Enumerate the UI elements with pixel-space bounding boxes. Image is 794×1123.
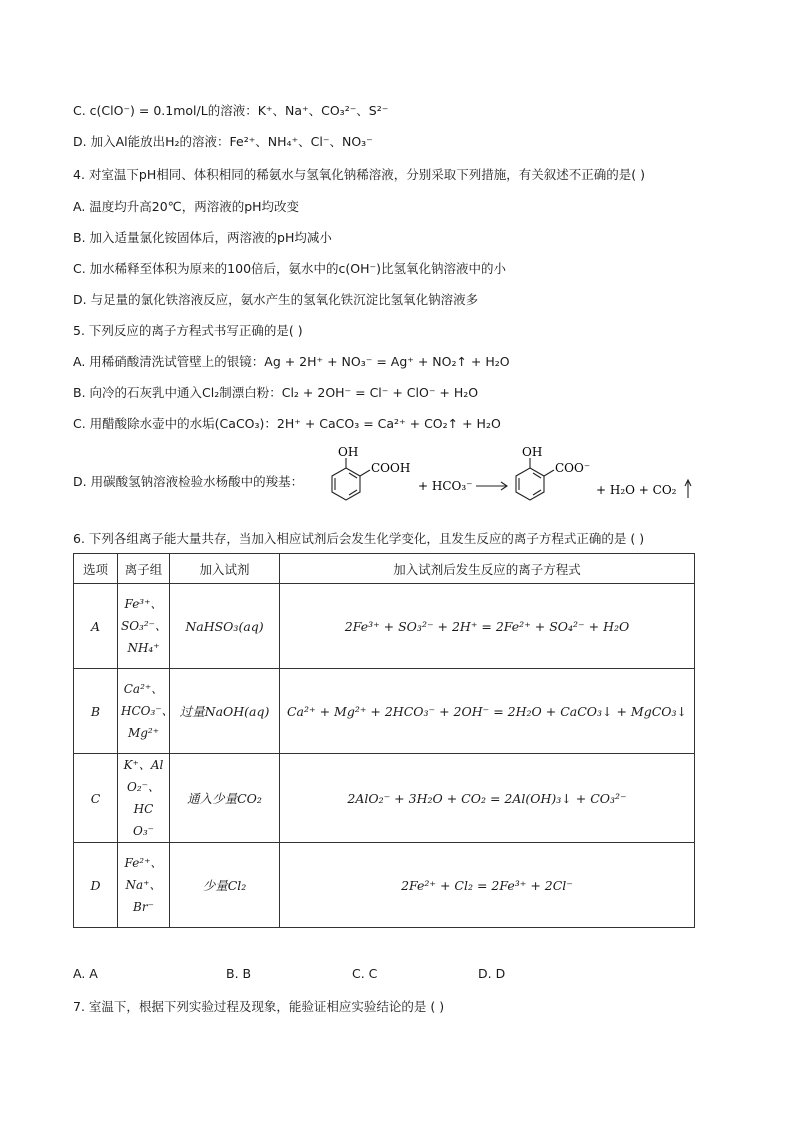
- row-option: C: [74, 754, 118, 843]
- q5-option-c: C. 用醋酸除水壶中的水垢(CaCO₃)：2H⁺ + CaCO₃ = Ca²⁺ + CO₂↑ + H₂O: [73, 416, 501, 431]
- table-header-row: [74, 554, 695, 584]
- row-ions: [118, 669, 174, 754]
- q6-answer-b: B. B: [226, 966, 252, 981]
- q5-option-b: B. 向冷的石灰乳中通入Cl₂制漂白粉：Cl₂ + 2OH⁻ = Cl⁻ + ClO⁻ + H₂O: [73, 385, 479, 400]
- carboxyl-label: COOH: [371, 461, 411, 475]
- q6-answer-c: C. C: [352, 966, 378, 981]
- ion-line: Na⁺、: [125, 878, 162, 892]
- question-6: 6. 下列各组离子能大量共存，当加入相应试剂后会发生化学变化，且发生反应的离子方程式正确的是 ( ): [73, 531, 645, 546]
- row-equation: 2Fe²⁺ + Cl₂ = 2Fe³⁺ + 2Cl⁻: [280, 843, 695, 928]
- reaction-arrow: [476, 482, 507, 490]
- bicarbonate-label: + HCO₃⁻: [418, 479, 473, 493]
- ion-line: O₂⁻、HC: [127, 780, 160, 816]
- row-reagent: 过量NaOH(aq): [170, 669, 280, 754]
- header-reagent: 加入试剂: [170, 554, 280, 584]
- ion-line: Ca²⁺、: [123, 682, 164, 696]
- salicylic-reaction-diagram: [318, 446, 696, 508]
- header-equation: 加入试剂后发生反应的离子方程式: [280, 554, 695, 584]
- header-ion-group: 离子组: [118, 554, 170, 584]
- ion-line: O₃⁻: [133, 824, 154, 838]
- q6-answer-d: D. D: [478, 966, 506, 981]
- question-6-table: [73, 553, 695, 928]
- ion-line: Br⁻: [133, 900, 154, 914]
- question-5: 5. 下列反应的离子方程式书写正确的是( ): [73, 323, 303, 338]
- row-ions: [118, 754, 170, 843]
- row-equation: 2AlO₂⁻ + 3H₂O + CO₂ = 2Al(OH)₃↓ + CO₃²⁻: [280, 754, 695, 843]
- row-equation: 2Fe³⁺ + SO₃²⁻ + 2H⁺ = 2Fe²⁺ + SO₄²⁻ + H₂O: [280, 584, 695, 669]
- table-row: [74, 584, 695, 669]
- q4-option-c: C. 加水稀释至体积为原来的100倍后，氨水中的c(OH⁻)比氢氧化钠溶液中的小: [73, 261, 506, 276]
- q4-option-b: B. 加入适量氯化铵固体后，两溶液的pH均减小: [73, 230, 332, 245]
- hydroxyl-label-right: OH: [522, 446, 543, 459]
- products-label: + H₂O + CO₂: [596, 483, 677, 497]
- table-row: [74, 754, 695, 843]
- gas-arrow-icon: [685, 480, 691, 498]
- q3-option-d: D. 加入Al能放出H₂的溶液：Fe²⁺、NH₄⁺、Cl⁻、NO₃⁻: [73, 134, 373, 149]
- row-equation: Ca²⁺ + Mg²⁺ + 2HCO₃⁻ + 2OH⁻ = 2H₂O + CaCO₃↓ + MgCO₃↓: [280, 669, 695, 754]
- table-row: [74, 843, 695, 928]
- row-option: B: [74, 669, 118, 754]
- row-reagent: 少量Cl₂: [170, 843, 280, 928]
- row-ions: [118, 843, 170, 928]
- q3-option-c: C. c(ClO⁻) = 0.1mol/L的溶液：K⁺、Na⁺、CO₃²⁻、S²⁻: [73, 103, 389, 118]
- q6-answer-a: A. A: [73, 966, 98, 981]
- question-4: 4. 对室温下pH相同、体积相同的稀氨水与氢氧化钠稀溶液，分别采取下列措施，有关叙述不正确的是( ): [73, 167, 645, 182]
- ion-line: HCO₃⁻、: [121, 704, 174, 718]
- ion-line: Fe²⁺、: [124, 856, 163, 870]
- header-option: 选项: [74, 554, 118, 584]
- q5-option-a: A. 用稀硝酸清洗试管壁上的银镜：Ag + 2H⁺ + NO₃⁻ = Ag⁺ + NO₂↑ + H₂O: [73, 354, 510, 369]
- ion-line: SO₃²⁻、: [121, 619, 168, 633]
- carboxylate-label: COO⁻: [555, 461, 591, 475]
- row-option: D: [74, 843, 118, 928]
- q4-option-a: A. 温度均升高20℃，两溶液的pH均改变: [73, 199, 300, 214]
- ion-line: Mg²⁺: [127, 726, 160, 740]
- row-option: A: [74, 584, 118, 669]
- q5-option-d: D. 用碳酸氢钠溶液检验水杨酸中的羧基：: [73, 474, 304, 489]
- q4-option-d: D. 与足量的氯化铁溶液反应，氨水产生的氢氧化铁沉淀比氢氧化钠溶液多: [73, 292, 479, 307]
- ion-line: K⁺、Al: [123, 758, 164, 772]
- row-reagent: NaHSO₃(aq): [170, 584, 280, 669]
- benzene-ring-left: [332, 458, 370, 500]
- question-7: 7. 室温下，根据下列实验过程及现象，能验证相应实验结论的是 ( ): [73, 999, 445, 1014]
- benzene-ring-right: [516, 458, 554, 500]
- hydroxyl-label-left: OH: [338, 446, 359, 459]
- row-ions: [118, 584, 170, 669]
- ion-line: Fe³⁺、: [124, 597, 163, 611]
- row-reagent: 通入少量CO₂: [170, 754, 280, 843]
- table-row: [74, 669, 695, 754]
- ion-line: NH₄⁺: [127, 641, 160, 655]
